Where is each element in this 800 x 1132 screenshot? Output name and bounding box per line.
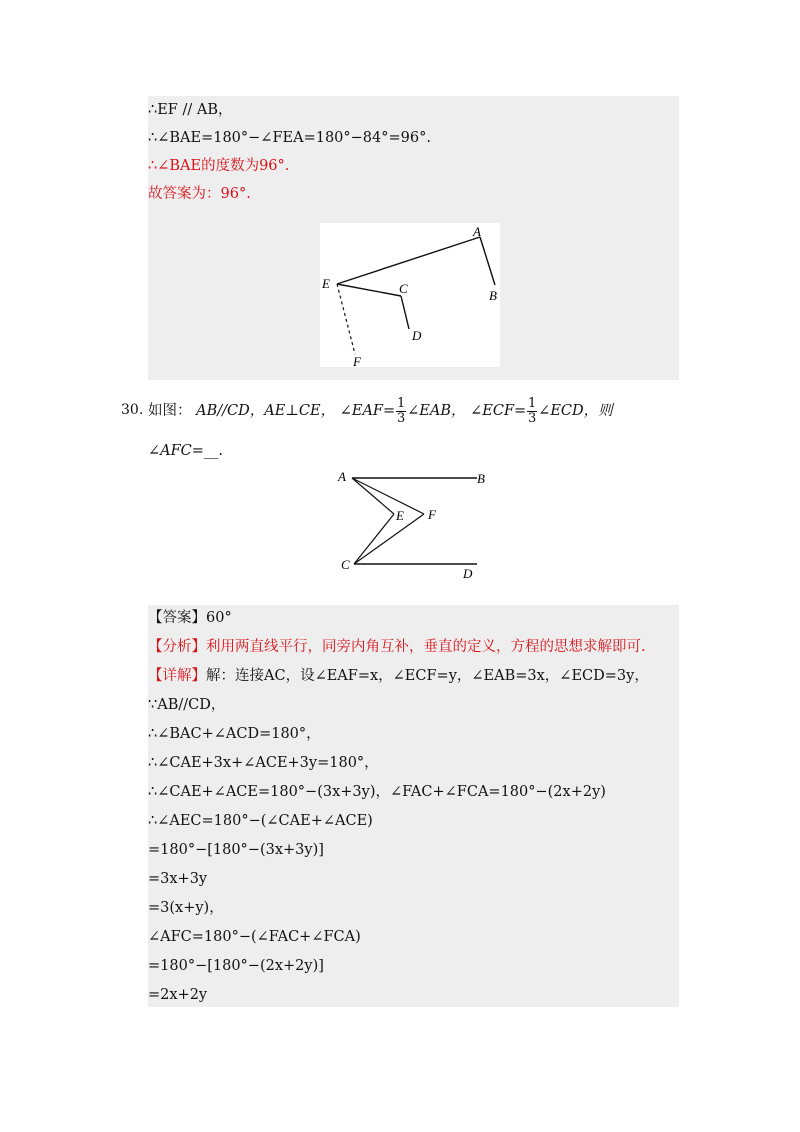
- figure-question: [335, 466, 485, 582]
- analysis-line: 【分析】利用两直线平行，同旁内角互补，垂直的定义，方程的思想求解即可.: [148, 639, 646, 655]
- label-F: F: [428, 507, 436, 522]
- label-F: F: [353, 354, 361, 367]
- answer-line: 【答案】60°: [148, 610, 232, 626]
- step-8: =3(x+y)，: [148, 900, 224, 916]
- detail-line: [148, 666, 649, 686]
- step-4: ∴∠CAE+∠ACE=180°−(3x+3y)，∠FAC+∠FCA=180°−(2x+2y): [148, 784, 606, 800]
- step-3: ∴∠CAE+3x+∠ACE+3y=180°，: [148, 755, 379, 771]
- step-6: =180°−[180°−(3x+3y)]: [148, 842, 324, 858]
- step-1: ∵AB//CD，: [148, 697, 226, 713]
- question-cond3b: ∠ECD，则: [538, 403, 613, 419]
- figure-prev: [320, 223, 500, 367]
- segment-FC: [354, 514, 424, 564]
- question-cond2a: ∠EAF=: [339, 403, 396, 419]
- label-B: B: [489, 288, 497, 303]
- label-D: D: [463, 566, 473, 581]
- step-11: =2x+2y: [148, 987, 208, 1003]
- solution-line-2: ∴∠BAE=180°−∠FEA=180°−84°=96°.: [148, 130, 431, 146]
- step-5: ∴∠AEC=180°−(∠CAE+∠ACE): [148, 813, 373, 829]
- step-10: =180°−[180°−(2x+2y)]: [148, 958, 324, 974]
- detail-text: 解：连接AC，设∠EAF=x，∠ECF=y，∠EAB=3x，∠ECD=3y，: [206, 668, 649, 684]
- solution-line-4: 故答案为：96°.: [148, 186, 251, 202]
- question-cond1: AB//CD，AE⊥CE，: [196, 403, 336, 419]
- solution-line-1: ∴EF // AB，: [148, 102, 233, 118]
- question-stem: [148, 396, 613, 426]
- fraction-one-third-2: $\frac{1}{3}$: [528, 395, 537, 426]
- question-ask: ∠AFC=__.: [148, 443, 224, 459]
- label-E: E: [322, 276, 330, 291]
- solution-line-3: ∴∠BAE的度数为96°.: [148, 158, 290, 174]
- label-A: A: [338, 469, 346, 484]
- label-C: C: [399, 281, 408, 296]
- label-E: E: [396, 508, 404, 523]
- label-D: D: [412, 328, 422, 343]
- step-2: ∴∠BAC+∠ACD=180°，: [148, 726, 321, 742]
- label-A: A: [473, 224, 481, 239]
- label-B: B: [477, 471, 485, 486]
- fraction-one-third-1: $\frac{1}{3}$: [397, 395, 406, 426]
- step-9: ∠AFC=180°−(∠FAC+∠FCA): [148, 929, 361, 945]
- question-number: 30.: [121, 402, 144, 418]
- detail-tag: 【详解】: [148, 668, 206, 684]
- label-C: C: [341, 557, 350, 572]
- question-intro: 如图：: [148, 403, 192, 419]
- question-cond3a: ∠ECF=: [470, 403, 527, 419]
- answer-panel: [148, 605, 679, 1007]
- step-7: =3x+3y: [148, 871, 208, 887]
- question-cond2b: ∠EAB，: [407, 403, 466, 419]
